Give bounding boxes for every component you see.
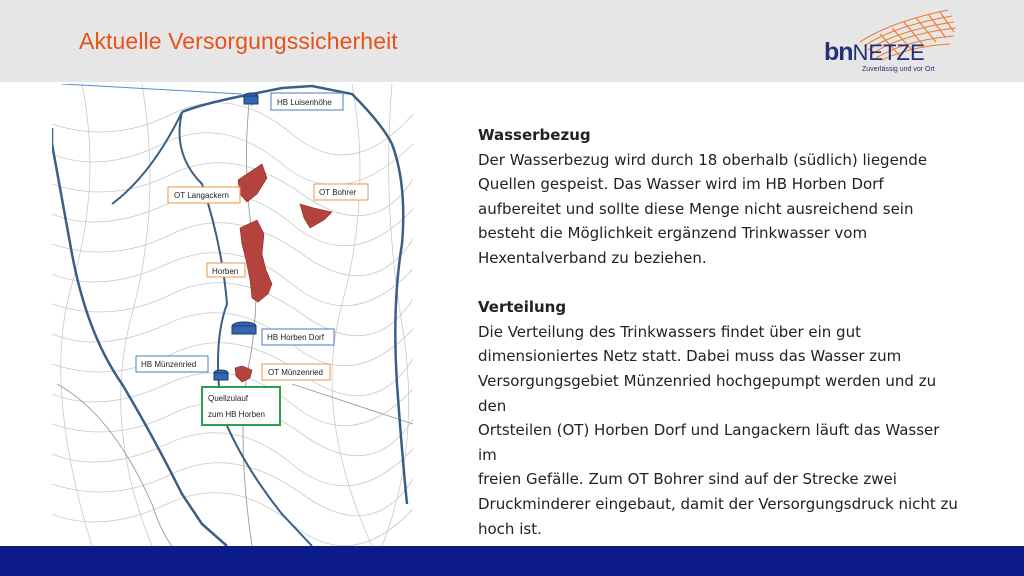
description-text	[478, 123, 958, 541]
paragraph-line: Druckminderer eingebaut, damit der Versorgungsdruck nicht zu	[478, 494, 958, 513]
area-langackern	[238, 164, 267, 202]
header-bar	[0, 0, 1024, 82]
page-title: Aktuelle Versorgungssicherheit	[79, 28, 398, 54]
label-quellzulauf-2: zum HB Horben	[208, 410, 265, 419]
paragraph-line: freien Gefälle. Zum OT Bohrer sind auf der Strecke zwei	[478, 470, 897, 489]
logo-tagline: Zuverlässig und vor Ort	[862, 66, 935, 73]
paragraph-line: aufbereitet und sollte diese Menge nicht ausreichend sein	[478, 199, 914, 218]
label-ot-langackern: OT Langackern	[174, 191, 229, 200]
area-muenzenried	[235, 366, 252, 382]
paragraph-line: Quellen gespeist. Das Wasser wird im HB Horben Dorf	[478, 175, 884, 194]
section-heading-verteilung: Verteilung	[478, 298, 567, 317]
area-horben	[240, 220, 272, 302]
paragraph-line: dimensioniertes Netz statt. Dabei muss das Wasser zum	[478, 347, 902, 366]
logo-wordmark: bnNETZE	[824, 38, 925, 66]
label-hb-horben-dorf: HB Horben Dorf	[267, 333, 324, 342]
label-hb-muenzenried: HB Münzenried	[141, 360, 197, 369]
bnnetze-logo	[820, 4, 960, 80]
paragraph-line: Die Verteilung des Trinkwassers findet über ein gut	[478, 322, 861, 341]
label-hb-luisenhoehe: HB Luisenhöhe	[277, 98, 332, 107]
paragraph-line: Versorgungsgebiet Münzenried hochgepumpt werden und zu den	[478, 371, 937, 415]
supply-map	[52, 84, 413, 546]
area-bohrer	[300, 204, 332, 228]
supply-area-border	[52, 86, 407, 546]
paragraph-line: besteht die Möglichkeit ergänzend Trinkwasser vom	[478, 224, 868, 243]
footer-bar	[0, 546, 1024, 576]
label-ot-muenzenried: OT Münzenried	[268, 368, 323, 377]
paragraph-line: Ortsteilen (OT) Horben Dorf und Langackern läuft das Wasser im	[478, 421, 940, 464]
terrain-lines	[52, 84, 413, 546]
label-horben: Horben	[212, 267, 239, 276]
section-heading-wasserbezug: Wasserbezug	[478, 126, 591, 144]
label-ot-bohrer: OT Bohrer	[319, 188, 357, 197]
pipeline-line	[62, 84, 242, 94]
label-quellzulauf-1: Quellzulauf	[208, 394, 249, 403]
paragraph-line: hoch ist.	[478, 519, 542, 538]
paragraph-line: Hexentalverband zu beziehen.	[478, 248, 707, 267]
paragraph-line: Der Wasserbezug wird durch 18 oberhalb (südlich) liegende	[478, 150, 928, 169]
